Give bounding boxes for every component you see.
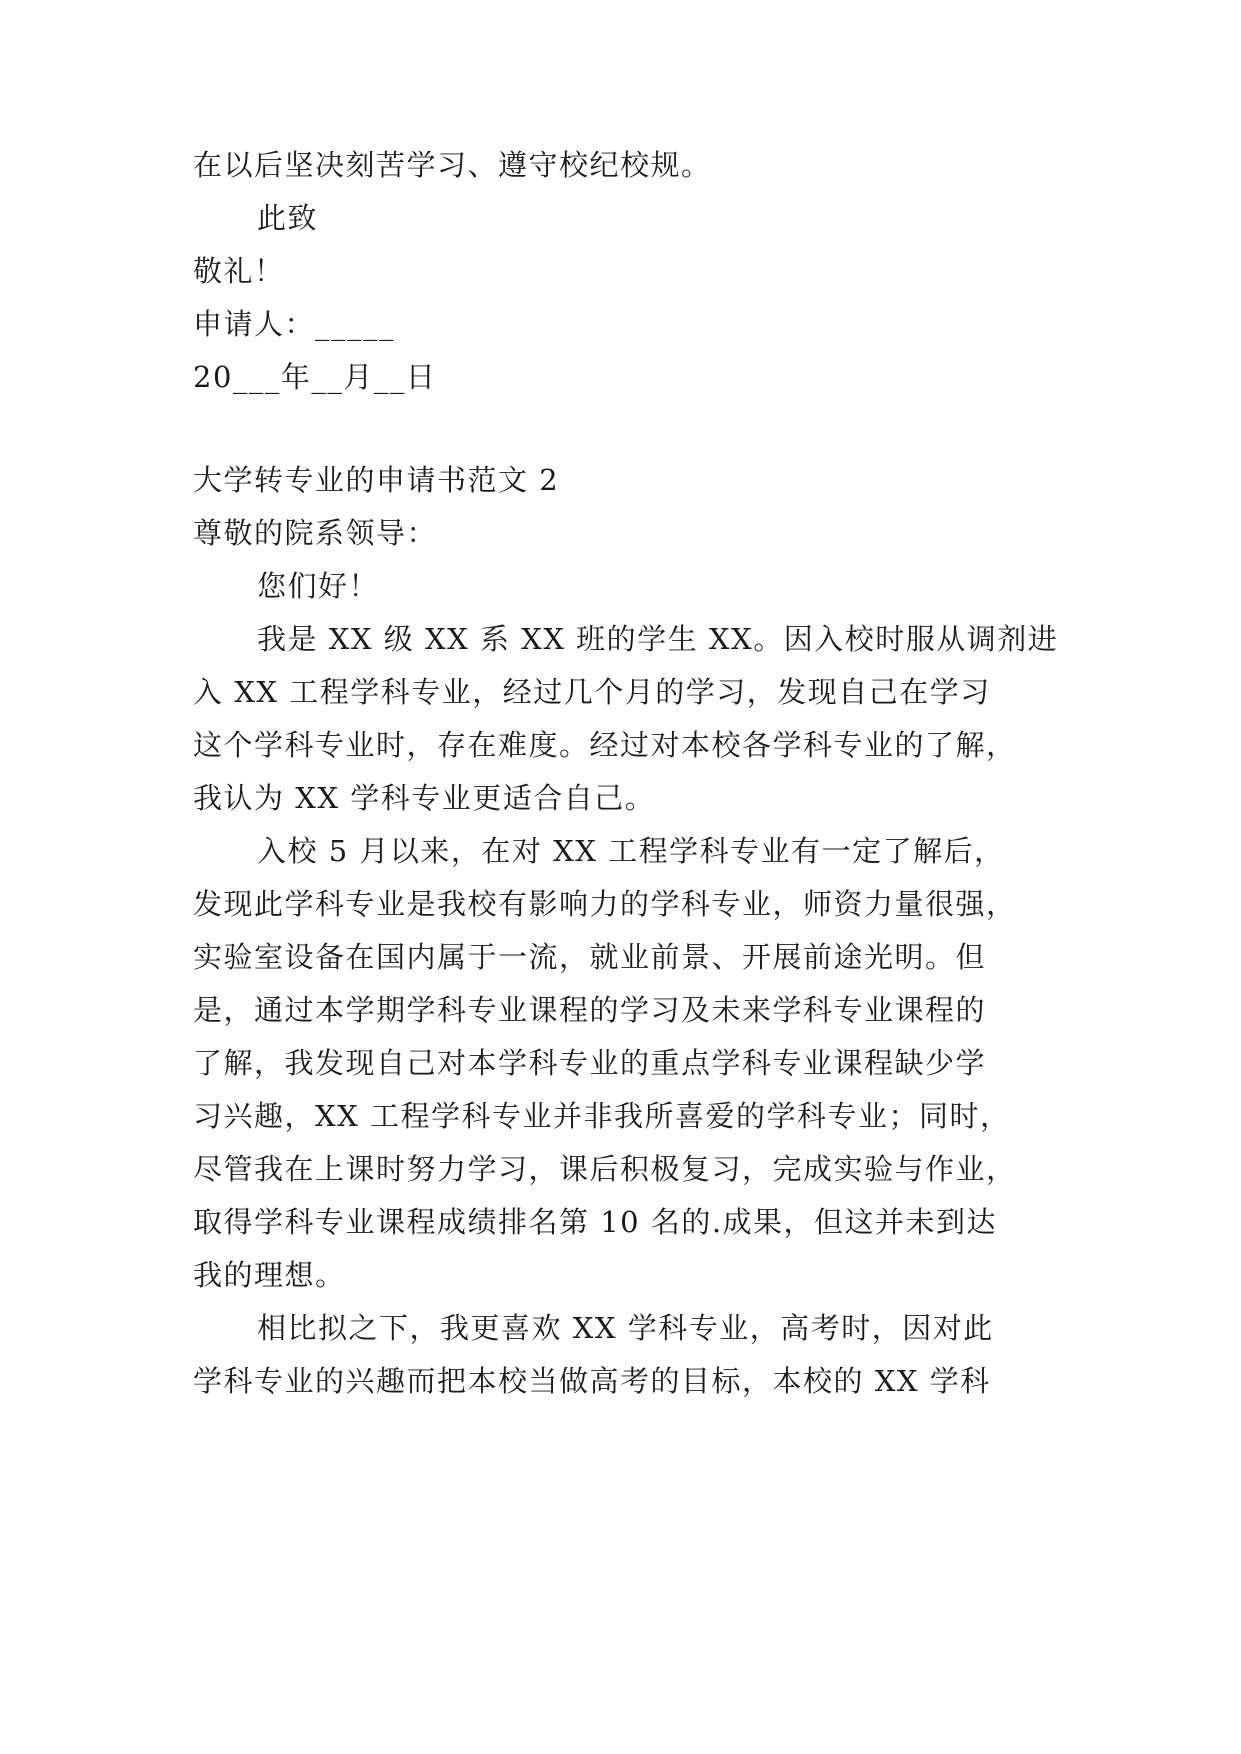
paragraph3-line: 学科专业的兴趣而把本校当做高考的目标，本校的 XX 学科 (193, 1364, 991, 1398)
paragraph2-line: 发现此学科专业是我校有影响力的学科专业，师资力量很强， (193, 887, 1017, 921)
paragraph1-line: 入 XX 工程学科专业，经过几个月的学习，发现自己在学习 (193, 675, 991, 709)
applicant-line: 申请人：_____ (193, 307, 396, 341)
paragraph2-line: 取得学科专业课程成绩排名第 10 名的.成果，但这并未到达 (193, 1205, 998, 1239)
closing-salutation-2: 敬礼！ (193, 254, 285, 288)
paragraph1-line: 我是 XX 级 XX 系 XX 班的学生 XX。因入校时服从调剂进 (257, 622, 1059, 656)
section-title: 大学转专业的申请书范文 2 (193, 463, 560, 497)
greeting: 您们好！ (257, 569, 380, 603)
paragraph1-line: 这个学科专业时，存在难度。经过对本校各学科专业的了解， (193, 728, 1017, 762)
paragraph2-line: 我的理想。 (193, 1258, 346, 1292)
paragraph2-line: 入校 5 月以来，在对 XX 工程学科专业有一定了解后， (257, 834, 1005, 868)
paragraph1-line: 我认为 XX 学科专业更适合自己。 (193, 781, 656, 815)
paragraph2-line: 了解，我发现自己对本学科专业的重点学科专业课程缺少学 (193, 1046, 987, 1080)
closing-continuation: 在以后坚决刻苦学习、遵守校纪校规。 (193, 148, 712, 182)
paragraph2-line: 是，通过本学期学科专业课程的学习及未来学科专业课程的 (193, 993, 987, 1027)
paragraph2-line: 实验室设备在国内属于一流，就业前景、开展前途光明。但 (193, 940, 987, 974)
date-line: 20___年__月__日 (193, 360, 437, 394)
addressee: 尊敬的院系领导： (193, 516, 438, 550)
paragraph2-line: 习兴趣，XX 工程学科专业并非我所喜爱的学科专业；同时， (193, 1099, 1011, 1133)
paragraph3-line: 相比拟之下，我更喜欢 XX 学科专业，高考时，因对此 (257, 1311, 994, 1345)
closing-salutation-1: 此致 (257, 201, 319, 235)
paragraph2-line: 尽管我在上课时努力学习，课后积极复习，完成实验与作业， (193, 1152, 1017, 1186)
